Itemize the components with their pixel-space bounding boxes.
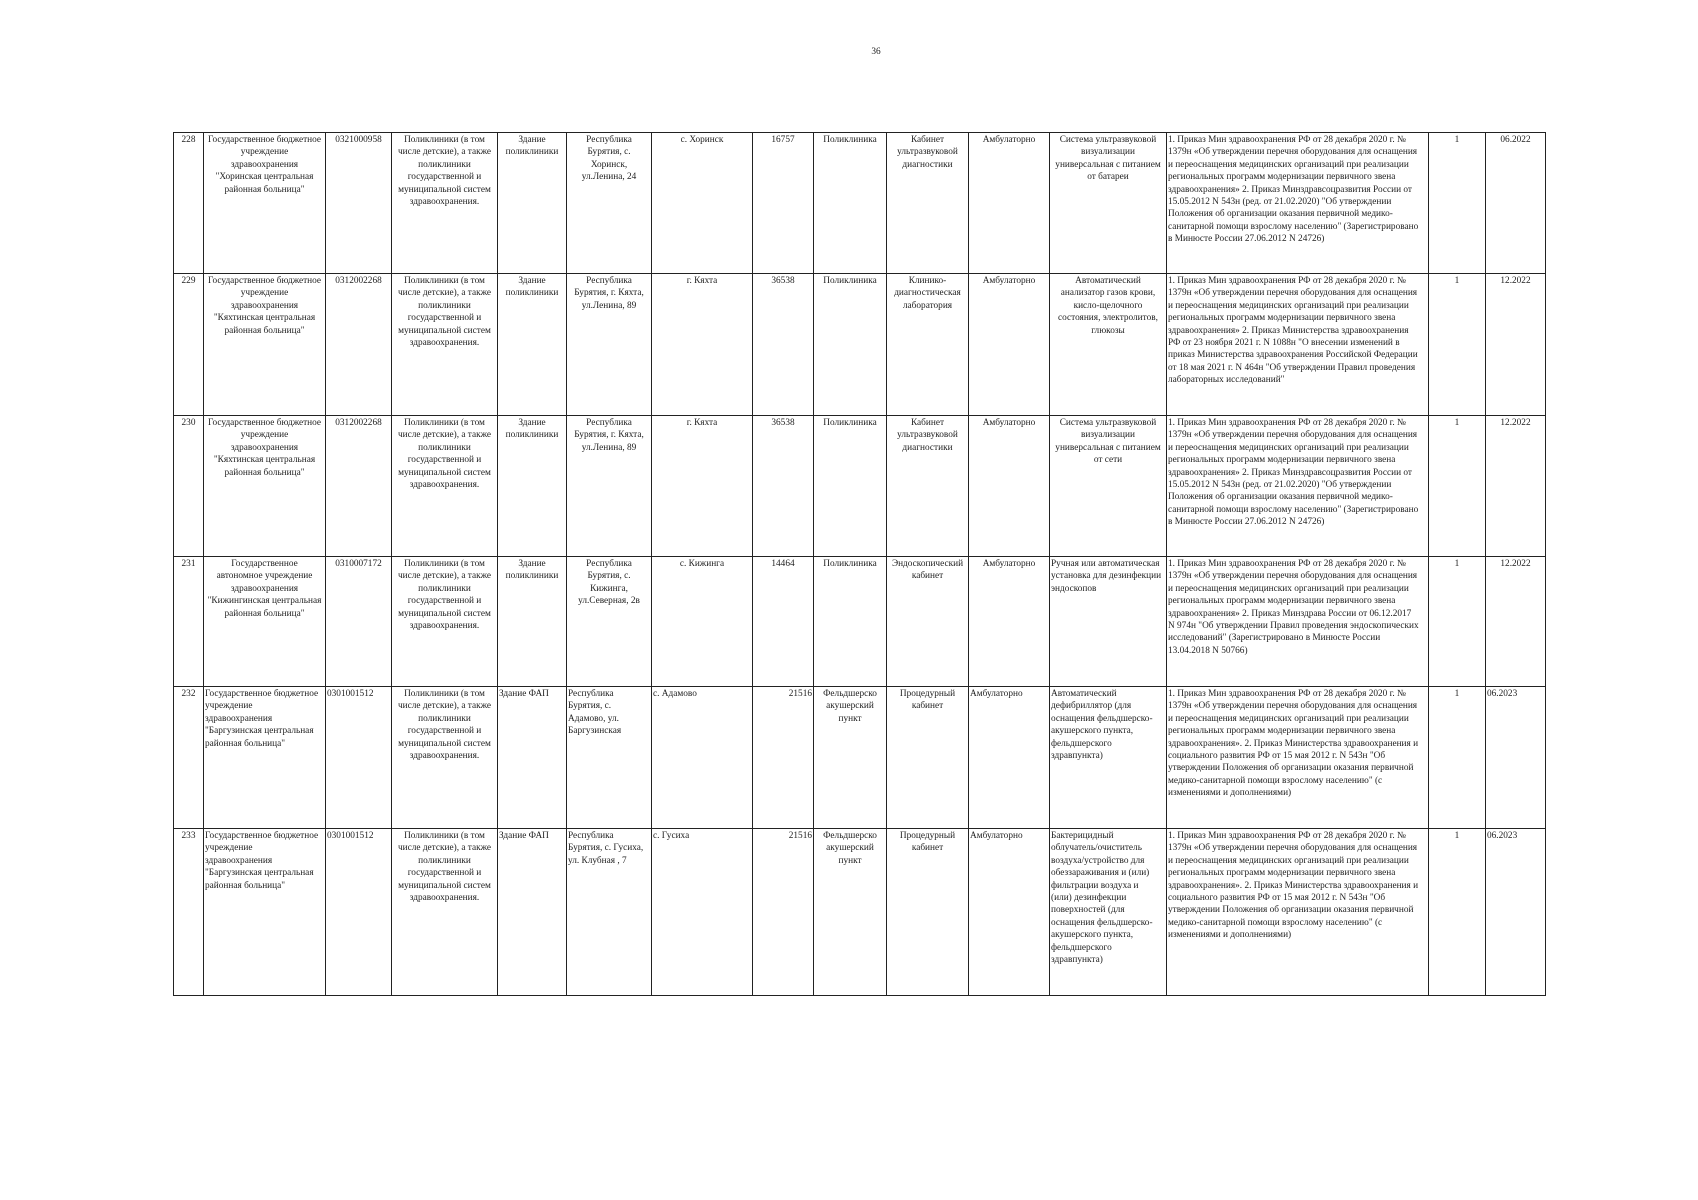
cell-date: 12.2022 (1486, 416, 1546, 557)
cell-code: 0312002268 (326, 274, 392, 416)
cell-address: Республика Бурятия, с. Адамово, ул. Баргузинская (567, 687, 652, 829)
cell-room: Клинико- диагностическая лаборатория (887, 274, 969, 416)
cell-equipment: Бактерицидный облучатель/очиститель воздуха/устройство для обеззараживания и (или) фильтрации воздуха и (или) дезинфекции поверхностей (для оснащения фельдшерско- акушерского пункта, фельдшерского здравпункта) (1050, 829, 1167, 996)
cell-date: 06.2022 (1486, 133, 1546, 274)
cell-organization: Государственное бюджетное учреждение здравоохранения "Хоринская центральная районная больница" (204, 133, 326, 274)
cell-program: Поликлиники (в том числе детские), а также поликлиники государственной и муниципальной систем здравоохранения. (392, 274, 498, 416)
cell-program: Поликлиники (в том числе детские), а также поликлиники государственной и муниципальной систем здравоохранения. (392, 133, 498, 274)
cell-care-type: Амбулаторно (969, 829, 1050, 996)
cell-address: Республика Бурятия, с. Хоринск, ул.Ленина, 24 (567, 133, 652, 274)
cell-quantity: 1 (1429, 557, 1486, 687)
cell-facility-type: Фельдшерско акушерский пункт (814, 687, 887, 829)
cell-equipment: Ручная или автоматическая установка для дезинфекции эндоскопов (1050, 557, 1167, 687)
table-row (174, 274, 1546, 416)
cell-number: 229 (174, 274, 204, 416)
cell-population: 21516 (753, 687, 814, 829)
cell-code: 0301001512 (326, 829, 392, 996)
table-row (174, 687, 1546, 829)
cell-care-type: Амбулаторно (969, 557, 1050, 687)
cell-organization: Государственное бюджетное учреждение здравоохранения "Баргузинская центральная районная больница" (204, 687, 326, 829)
cell-program: Поликлиники (в том числе детские), а также поликлиники государственной и муниципальной систем здравоохранения. (392, 557, 498, 687)
cell-building: Здание ФАП (498, 687, 567, 829)
cell-population: 14464 (753, 557, 814, 687)
cell-organization: Государственное бюджетное учреждение здравоохранения "Кяхтинская центральная районная больница" (204, 416, 326, 557)
cell-date: 06.2023 (1486, 829, 1546, 996)
cell-facility-type: Поликлиника (814, 416, 887, 557)
cell-number: 228 (174, 133, 204, 274)
cell-care-type: Амбулаторно (969, 274, 1050, 416)
cell-program: Поликлиники (в том числе детские), а также поликлиники государственной и муниципальной систем здравоохранения. (392, 416, 498, 557)
cell-settlement: г. Кяхта (652, 416, 753, 557)
cell-code: 0321000958 (326, 133, 392, 274)
cell-organization: Государственное автономное учреждение здравоохранения "Кижингинская центральная районная больница" (204, 557, 326, 687)
cell-quantity: 1 (1429, 133, 1486, 274)
cell-legal-basis: 1. Приказ Мин здравоохранения РФ от 28 декабря 2020 г. № 1379н «Об утверждении перечня оборудования для оснащения и переоснащения медицинских организаций при реализации региональных программ модернизации первичного звена здравоохранения» 2. Приказ Министерства здравоохранения РФ от 23 ноября 2021 г. N 1088н "О внесении изменений в приказ Министерства здравоохранения Российской Федерации от 18 мая 2021 г. N 464н "Об утверждении Правил проведения лабораторных исследований" (1167, 274, 1429, 416)
cell-date: 06.2023 (1486, 687, 1546, 829)
cell-code: 0310007172 (326, 557, 392, 687)
cell-legal-basis: 1. Приказ Мин здравоохранения РФ от 28 декабря 2020 г. № 1379н «Об утверждении перечня оборудования для оснащения и переоснащения медицинских организаций при реализации региональных программ модернизации первичного звена здравоохранения» 2. Приказ Минздравсоцразвития России от 15.05.2012 N 543н (ред. от 21.02.2020) "Об утверждении Положения об организации оказания первичной медико- санитарной помощи взрослому населению" (Зарегистрировано в Минюсте России 27.06.2012 N 24726) (1167, 133, 1429, 274)
cell-legal-basis: 1. Приказ Мин здравоохранения РФ от 28 декабря 2020 г. № 1379н «Об утверждении перечня оборудования для оснащения и переоснащения медицинских организаций при реализации региональных программ модернизации первичного звена здравоохранения». 2. Приказ Министерства здравоохранения и социального развития РФ от 15 мая 2012 г. N 543н "Об утверждении Положения об организации оказания первичной медико-санитарной помощи взрослому населению" (с изменениями и дополнениями) (1167, 687, 1429, 829)
cell-equipment: Система ультразвуковой визуализации универсальная с питанием от сети (1050, 416, 1167, 557)
cell-equipment: Автоматический анализатор газов крови, кисло-щелочного состояния, электролитов, глюкозы (1050, 274, 1167, 416)
cell-address: Республика Бурятия, с. Гусиха, ул. Клубная , 7 (567, 829, 652, 996)
cell-care-type: Амбулаторно (969, 416, 1050, 557)
cell-settlement: г. Кяхта (652, 274, 753, 416)
cell-address: Республика Бурятия, г. Кяхта, ул.Ленина, 89 (567, 416, 652, 557)
cell-building: Здание поликлиники (498, 557, 567, 687)
cell-date: 12.2022 (1486, 274, 1546, 416)
table-row (174, 133, 1546, 274)
cell-facility-type: Поликлиника (814, 133, 887, 274)
cell-organization: Государственное бюджетное учреждение здравоохранения "Баргузинская центральная районная больница" (204, 829, 326, 996)
cell-population: 21516 (753, 829, 814, 996)
cell-quantity: 1 (1429, 416, 1486, 557)
cell-equipment: Автоматический дефибриллятор (для оснащения фельдшерско- акушерского пункта, фельдшерского здравпункта) (1050, 687, 1167, 829)
cell-population: 36538 (753, 416, 814, 557)
cell-legal-basis: 1. Приказ Мин здравоохранения РФ от 28 декабря 2020 г. № 1379н «Об утверждении перечня оборудования для оснащения и переоснащения медицинских организаций при реализации региональных программ модернизации первичного звена здравоохранения» 2. Приказ Минздрава России от 06.12.2017 N 974н "Об утверждении Правил проведения эндоскопических исследований" (Зарегистрировано в Минюсте России 13.04.2018 N 50766) (1167, 557, 1429, 687)
cell-organization: Государственное бюджетное учреждение здравоохранения "Кяхтинская центральная районная больница" (204, 274, 326, 416)
cell-settlement: с. Кижинга (652, 557, 753, 687)
cell-quantity: 1 (1429, 829, 1486, 996)
table-row (174, 416, 1546, 557)
cell-settlement: с. Гусиха (652, 829, 753, 996)
cell-care-type: Амбулаторно (969, 133, 1050, 274)
cell-room: Кабинет ультразвуковой диагностики (887, 416, 969, 557)
cell-quantity: 1 (1429, 687, 1486, 829)
cell-settlement: с. Хоринск (652, 133, 753, 274)
cell-legal-basis: 1. Приказ Мин здравоохранения РФ от 28 декабря 2020 г. № 1379н «Об утверждении перечня оборудования для оснащения и переоснащения медицинских организаций при реализации региональных программ модернизации первичного звена здравоохранения». 2. Приказ Министерства здравоохранения и социального развития РФ от 15 мая 2012 г. N 543н "Об утверждении Положения об организации оказания первичной медико-санитарной помощи взрослому населению" (с изменениями и дополнениями) (1167, 829, 1429, 996)
cell-room: Процедурный кабинет (887, 687, 969, 829)
cell-number: 233 (174, 829, 204, 996)
cell-legal-basis: 1. Приказ Мин здравоохранения РФ от 28 декабря 2020 г. № 1379н «Об утверждении перечня оборудования для оснащения и переоснащения медицинских организаций при реализации региональных программ модернизации первичного звена здравоохранения» 2. Приказ Минздравсоцразвития России от 15.05.2012 N 543н (ред. от 21.02.2020) "Об утверждении Положения об организации оказания первичной медико- санитарной помощи взрослому населению" (Зарегистрировано в Минюсте России 27.06.2012 N 24726) (1167, 416, 1429, 557)
cell-address: Республика Бурятия, г. Кяхта, ул.Ленина, 89 (567, 274, 652, 416)
cell-settlement: с. Адамово (652, 687, 753, 829)
cell-address: Республика Бурятия, с. Кижинга, ул.Северная, 2в (567, 557, 652, 687)
cell-number: 230 (174, 416, 204, 557)
cell-number: 232 (174, 687, 204, 829)
registry-table (173, 132, 1546, 996)
cell-program: Поликлиники (в том числе детские), а также поликлиники государственной и муниципальной систем здравоохранения. (392, 687, 498, 829)
cell-care-type: Амбулаторно (969, 687, 1050, 829)
cell-facility-type: Поликлиника (814, 274, 887, 416)
cell-facility-type: Поликлиника (814, 557, 887, 687)
cell-program: Поликлиники (в том числе детские), а также поликлиники государственной и муниципальной систем здравоохранения. (392, 829, 498, 996)
cell-code: 0301001512 (326, 687, 392, 829)
cell-population: 36538 (753, 274, 814, 416)
cell-building: Здание поликлиники (498, 416, 567, 557)
cell-room: Кабинет ультразвуковой диагностики (887, 133, 969, 274)
table-row (174, 557, 1546, 687)
cell-building: Здание ФАП (498, 829, 567, 996)
cell-number: 231 (174, 557, 204, 687)
page-number: 36 (871, 47, 881, 57)
cell-code: 0312002268 (326, 416, 392, 557)
cell-room: Эндоскопический кабинет (887, 557, 969, 687)
cell-room: Процедурный кабинет (887, 829, 969, 996)
cell-building: Здание поликлиники (498, 133, 567, 274)
cell-building: Здание поликлиники (498, 274, 567, 416)
cell-population: 16757 (753, 133, 814, 274)
cell-quantity: 1 (1429, 274, 1486, 416)
cell-equipment: Система ультразвуковой визуализации универсальная с питанием от батареи (1050, 133, 1167, 274)
cell-date: 12.2022 (1486, 557, 1546, 687)
table-row (174, 829, 1546, 996)
cell-facility-type: Фельдшерско акушерский пункт (814, 829, 887, 996)
